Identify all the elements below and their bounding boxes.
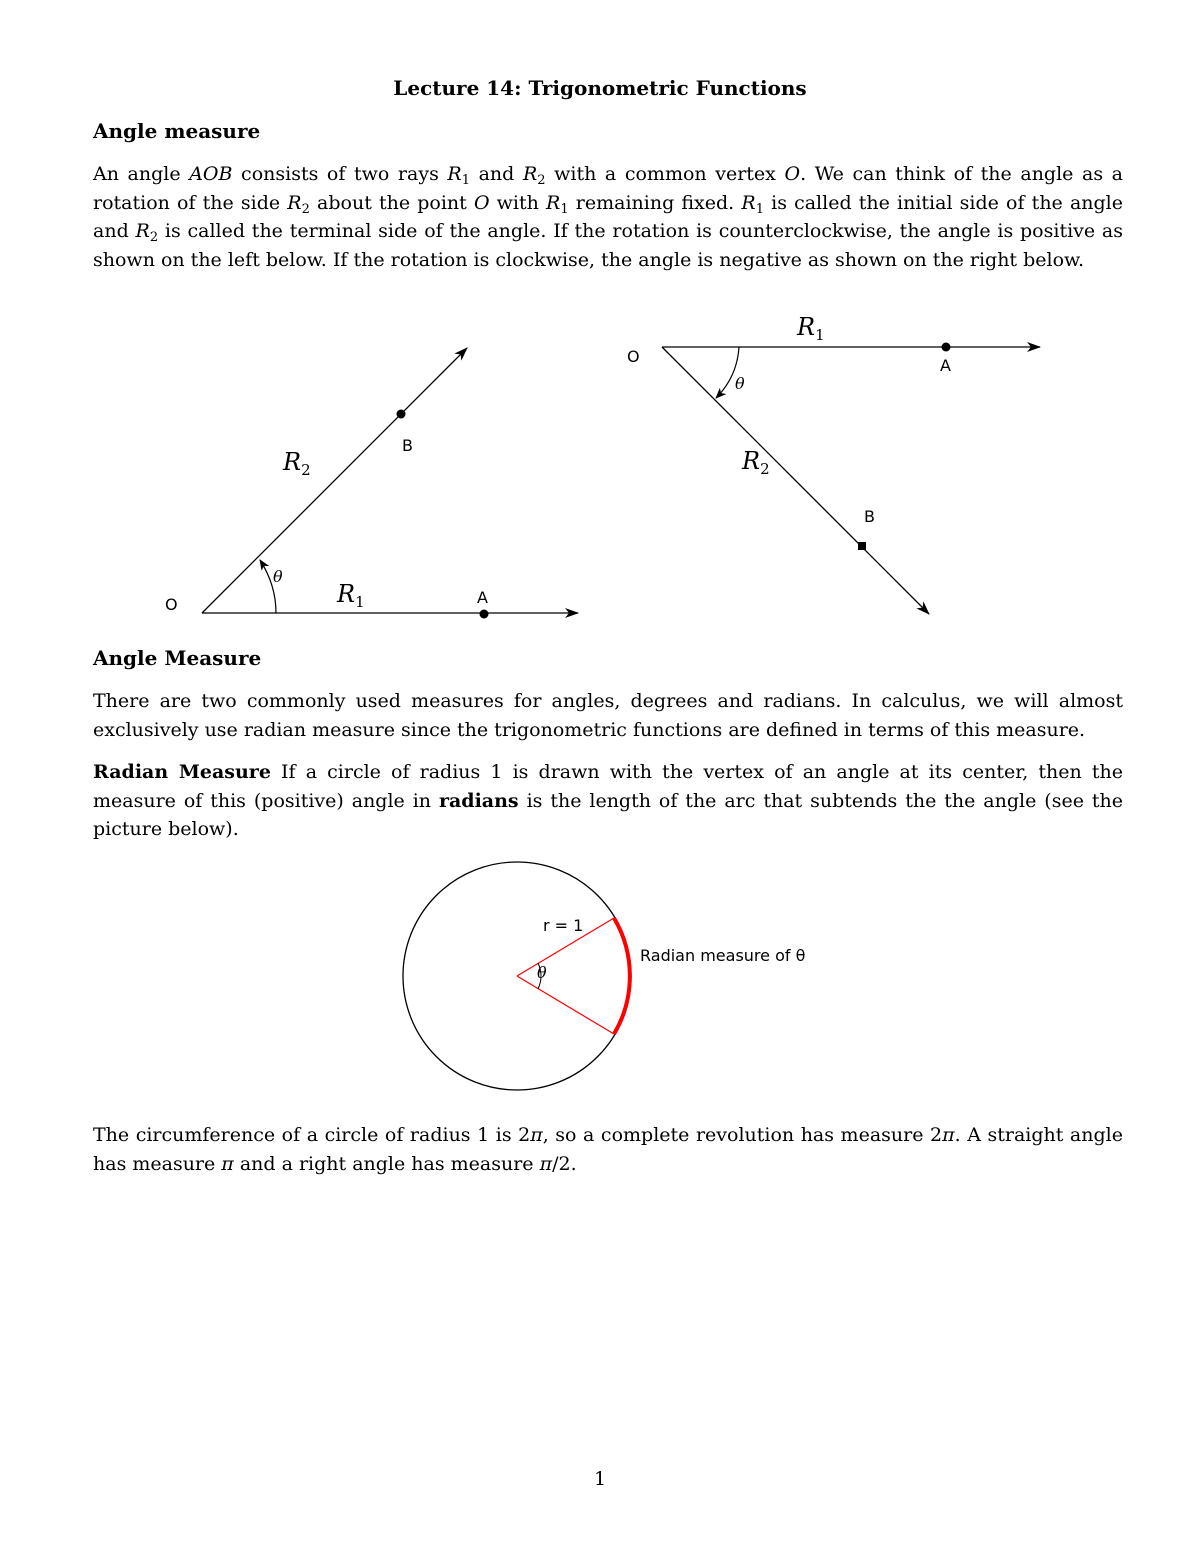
theta-label-circle: θ — [537, 963, 547, 982]
label-o-right: O — [627, 347, 640, 366]
degrees-radians-paragraph: There are two commonly used measures for angles, degrees and radians. In calculus, we will almost exclusively use radian measure since the trigonometric functions are defined in terms of this measure. — [93, 690, 1123, 741]
theta-label-left: θ — [273, 567, 283, 586]
radius-lower — [517, 976, 614, 1034]
radian-measure-term: Radian Measure — [93, 761, 271, 783]
page-number: 1 — [593, 1468, 607, 1490]
intro-paragraph: An angle AOB consists of two rays $R_1$ and $R_2$ with a common vertex O. We can think of the angle as a rotation of the side $R_2$ about the point O with $R_1$ remaining fixed. $R_1$ is called the initial side of the angle and $R_2$ is called the terminal side of the angle. If the rotation is counterclockwise, the angle is positive as shown on the left below. If the rotation is clockwise, the angle is negative as shown on the right below. — [93, 163, 1124, 271]
label-a-left: A — [477, 588, 488, 607]
arc-label: Radian measure of θ — [640, 946, 806, 965]
circumference-paragraph: The circumference of a circle of radius 1 is 2π, so a complete revolution has measure 2π. A straight angle has measure π and a right angle has measure π/2. — [93, 1124, 1123, 1175]
label-r2-left: R2 — [283, 448, 311, 479]
label-b-right: B — [864, 507, 875, 526]
label-r2-right: R2 — [742, 447, 770, 478]
label-r1-left: R1 — [337, 580, 365, 611]
section-heading-angle-measure-2: Angle Measure — [93, 646, 262, 670]
label-b-left: B — [402, 436, 413, 455]
page-title: Lecture 14: Trigonometric Functions — [393, 76, 807, 100]
label-a-right: A — [940, 356, 951, 375]
section-heading-angle-measure: Angle measure — [93, 119, 261, 143]
label-r1-right: R1 — [797, 313, 825, 344]
radian-arc — [614, 918, 630, 1034]
label-o-left: O — [165, 595, 178, 614]
radian-measure-paragraph: Radian Measure If a circle of radius 1 is drawn with the vertex of an angle at its center, then the measure of this (positive) angle in radians is the length of the arc that subtends the the angle (see the picture below). — [93, 761, 1123, 840]
theta-label-right: θ — [735, 374, 745, 393]
radius-label: r = 1 — [543, 916, 584, 935]
